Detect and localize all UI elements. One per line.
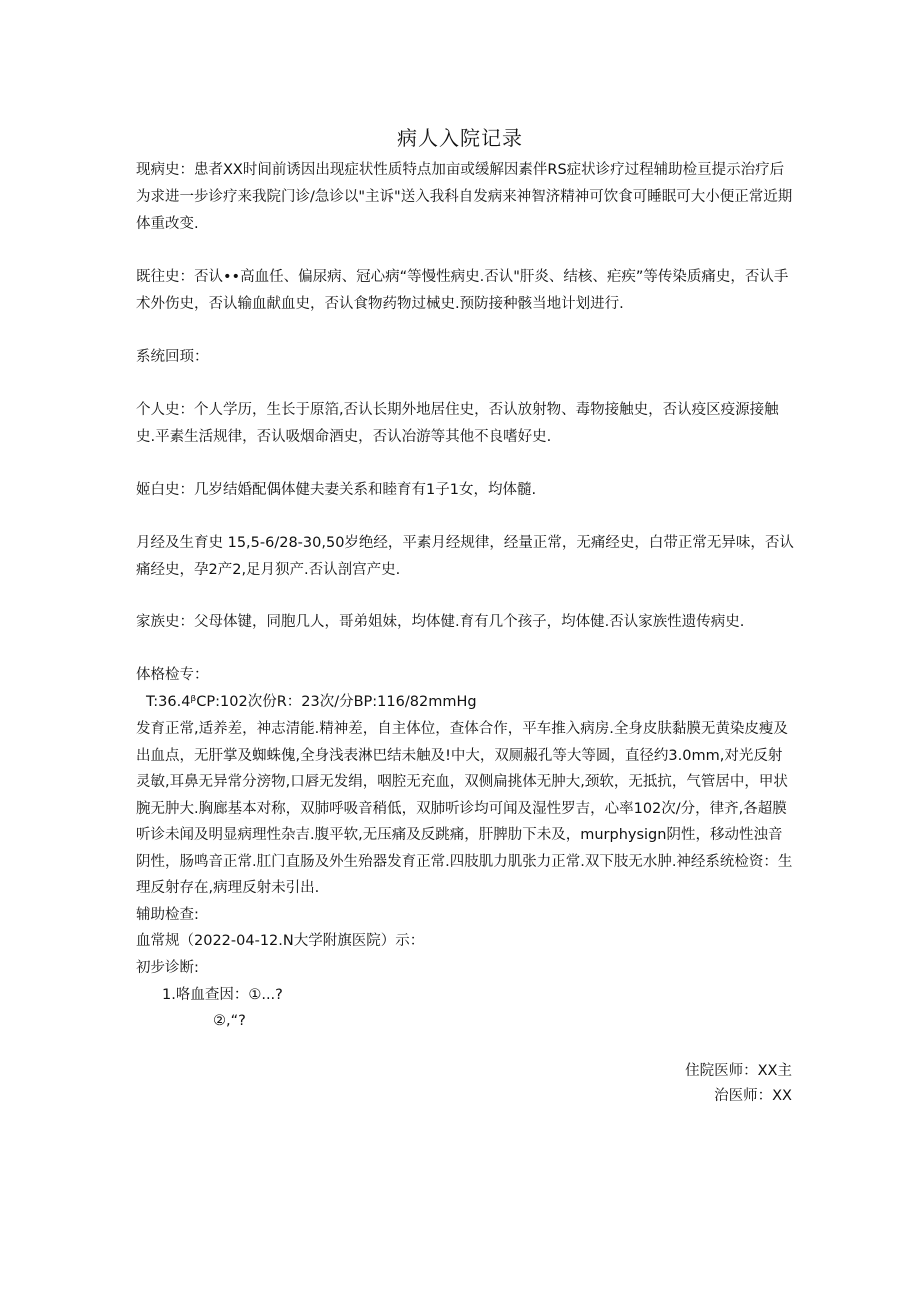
system-review-section: 系统回顼： — [136, 349, 209, 365]
diagnosis-item-1: 1.咯血查因：①...? — [162, 987, 283, 1003]
attending-doctor-signature: 治医师：XX — [714, 1088, 792, 1104]
resident-doctor-signature: 住院医师：XX主 — [685, 1063, 792, 1079]
physical-exam-label: 体格检专： — [136, 667, 209, 683]
family-history-section: 家族史：父母体键，同胞几人，哥弟姐妹，均体健.育有几个孩子，均体健.否认家族性遗传病史. — [136, 614, 745, 630]
blood-routine-line: 血常规（2022-04-12.N大学附旗医院）示： — [136, 933, 425, 949]
present-illness-section: 现病史：患者XX时间前诱因出现症状性质特点加亩或缓解因素伴RS症状诊疗过程辅助检亘提示治疗后为求进一步诊疗来我院门诊/急诊以"主诉"送入我科自发病来神智济精神可饮食可睡眠可大小便正常近期体重改变. — [136, 162, 793, 232]
physical-exam-text: 发育正常,适养差，神志清能.精神差，自主体位，查体合作，平车推入病房.全身皮肤黏膜无黄染皮瘦及出血点，无肝掌及蜘蛛傀,全身浅表淋巴结未触及!中大，双厕赧孔等大等圆，直径约3.0mm,对光反射灵敏,耳鼻无异常分滂物,口唇无发绢，咽腔无充血，双侧扁挑体无肿大,颈软，无抵抗，气管居中，甲状腕无肿大.胸廊基本对称，双肺呼吸音稍低，双肺听诊均可闻及湿性罗吉，心率102次/分，律齐,各超膜听诊未闻及明显病理性杂吉.腹平软,无压痛及反跳痛，肝脾肋下未及，murphysign阴性，移动性浊音阴性，肠鸣音正常.肛门直肠及外生殆器发育正常.四肢肌力肌张力正常.双下肢无水肿.神经系统检资：生理反射存在,病理反射未引出. — [136, 721, 793, 896]
page-title: 病人入院记录 — [397, 126, 523, 150]
personal-history-section: 个人史：个人学历，生长于原箔,否认长期外地居住史，否认放射物、毒物接触史，否认疫区疫源接触史.平素生活规律，否认吸烟命酒史，否认冶游等其他不良嗜好史. — [136, 402, 779, 445]
past-history-section: 既往史：否认••高血任、偏尿病、冠心病“等慢性病史.否认"肝炎、结核、疟疾”等传染质痛史，否认手术外伤史，否认输血献血史，否认食物药物过械史.预防接种骸当地计划进行. — [136, 269, 789, 312]
vital-signs: T:36.4ᵝCP:102次份R：23次/分BP:116/82mmHg — [146, 694, 477, 710]
aux-exam-label: 辅助检查: — [136, 907, 199, 923]
diagnosis-item-2: ②,“? — [213, 1013, 246, 1029]
diagnosis-label: 初步诊断: — [136, 960, 199, 976]
menstrual-history-section: 月经及生育史 15,5-6/28-30,50岁绝经，平素月经规律，经量正常，无痛经史，白带正常无异味，否认痛经史，孕2产2,足月狈产.否认剖宫产史. — [136, 535, 794, 578]
marital-history-section: 姬白史：几岁结婚配偶体健夫妻关系和睦育有1子1女，均体髓. — [136, 482, 537, 498]
